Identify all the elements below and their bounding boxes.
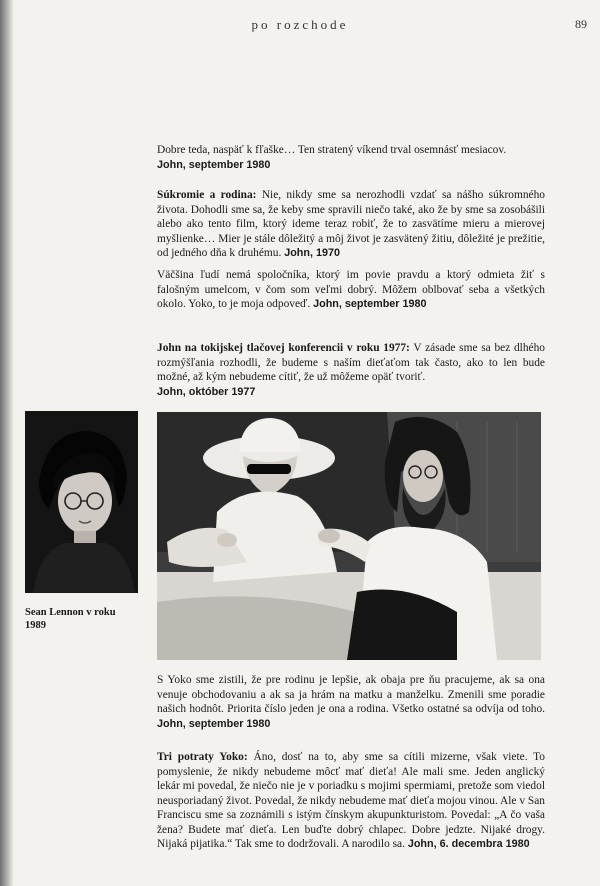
attribution: John, september 1980 — [313, 298, 427, 310]
press-photo-illustration — [157, 412, 541, 660]
paragraph-text: Väčšina ľudí nemá spoločníka, ktorý im povie pravdu a ktorý odmieta žiť s falošným umelcom, v čom som veľmi dobrý. Môžem oblbovať seba a všetkých okolo. Yoko, to je moja odpoveď. — [157, 269, 545, 310]
paragraph-1 — [157, 143, 545, 172]
attribution: John, 1970 — [284, 247, 340, 259]
sean-lennon-photo — [25, 411, 138, 593]
paragraph-text: Dobre teda, naspäť k fľaške… Ten stratený víkend trval osemnásť mesiacov. — [157, 144, 507, 156]
john-yoko-photo — [157, 412, 541, 660]
paragraph-3 — [157, 268, 545, 312]
photo-caption: Sean Lennon v roku 1989 — [25, 607, 116, 631]
paragraph-lead: Tri potraty Yoko: — [157, 751, 248, 763]
paragraph-6 — [157, 750, 545, 852]
paragraph-lead: Súkromie a rodina: — [157, 189, 257, 201]
paragraph-text: Nie, nikdy sme sa nerozhodli vzdať sa nášho súkromného života. Dohodli sme sa, že keby sme spravili niečo také, ako že by sme sa zosobášili alebo ako tento film, ktorý ideme teraz robiť, že to zasvätíme mieru a mierovej myšlienke… Mier je stále dôležitý a môj život je zasvätený žitiu, dôležité je prežitie, od jedného dňa k druhému. — [157, 189, 545, 259]
book-spine-shadow — [0, 0, 14, 886]
attribution: John, 6. decembra 1980 — [407, 838, 530, 850]
page-number: 89 — [575, 17, 587, 31]
portrait-illustration — [25, 411, 138, 593]
attribution: John, september 1980 — [157, 158, 271, 171]
paragraph-text: S Yoko sme zistili, že pre rodinu je lepšie, ak obaja pre ňu pracujeme, ak sa ona venuje obchodovaniu a ak sa ja hrám na matku a manželku. Zmenili sme poradie našich hodnôt. Priorita číslo jeden je ona a rodina. Všetko ostatné sa odvíja od toho. — [157, 674, 545, 715]
running-header: po rozchode — [251, 17, 349, 32]
paragraph-2 — [157, 188, 545, 261]
paragraph-lead: John na tokijskej tlačovej konferencii v roku 1977: — [157, 342, 410, 354]
paragraph-text: Áno, dosť na to, aby sme sa cítili mizerne, však viete. To pomyslenie, že nikdy nebudeme môcť mať dieťa! Ale mali sme. Jeden anglický lekár mi povedal, že niečo nie je v poriadku s mojimi spermiami, pretože som viedol neusporiadaný život. Povedal, že nikdy nebudeme mať dieťa mojou vinou. Ale v San Franciscu sme sa zoznámili s istým čínskym akupunkturistom. Povedal: „A čo vaša žena? Budete mať dieťa. Len buďte dobrý chlapec. Dobre jedzte. Nijaké drogy. Nijaká pijatika.“ Tak sme to dodržovali. A narodilo sa. — [157, 751, 545, 850]
paragraph-4 — [157, 341, 545, 399]
attribution: John, september 1980 — [157, 717, 271, 730]
attribution: John, október 1977 — [157, 385, 256, 398]
paragraph-5 — [157, 673, 545, 731]
paragraph-text: V zásade sme sa bez dlhého rozmýšľania rozhodli, že budeme s naším dieťaťom tak často, ako to len bude možné, až kým nebudeme cítiť, že už môžeme opäť tvoriť. — [157, 342, 545, 383]
